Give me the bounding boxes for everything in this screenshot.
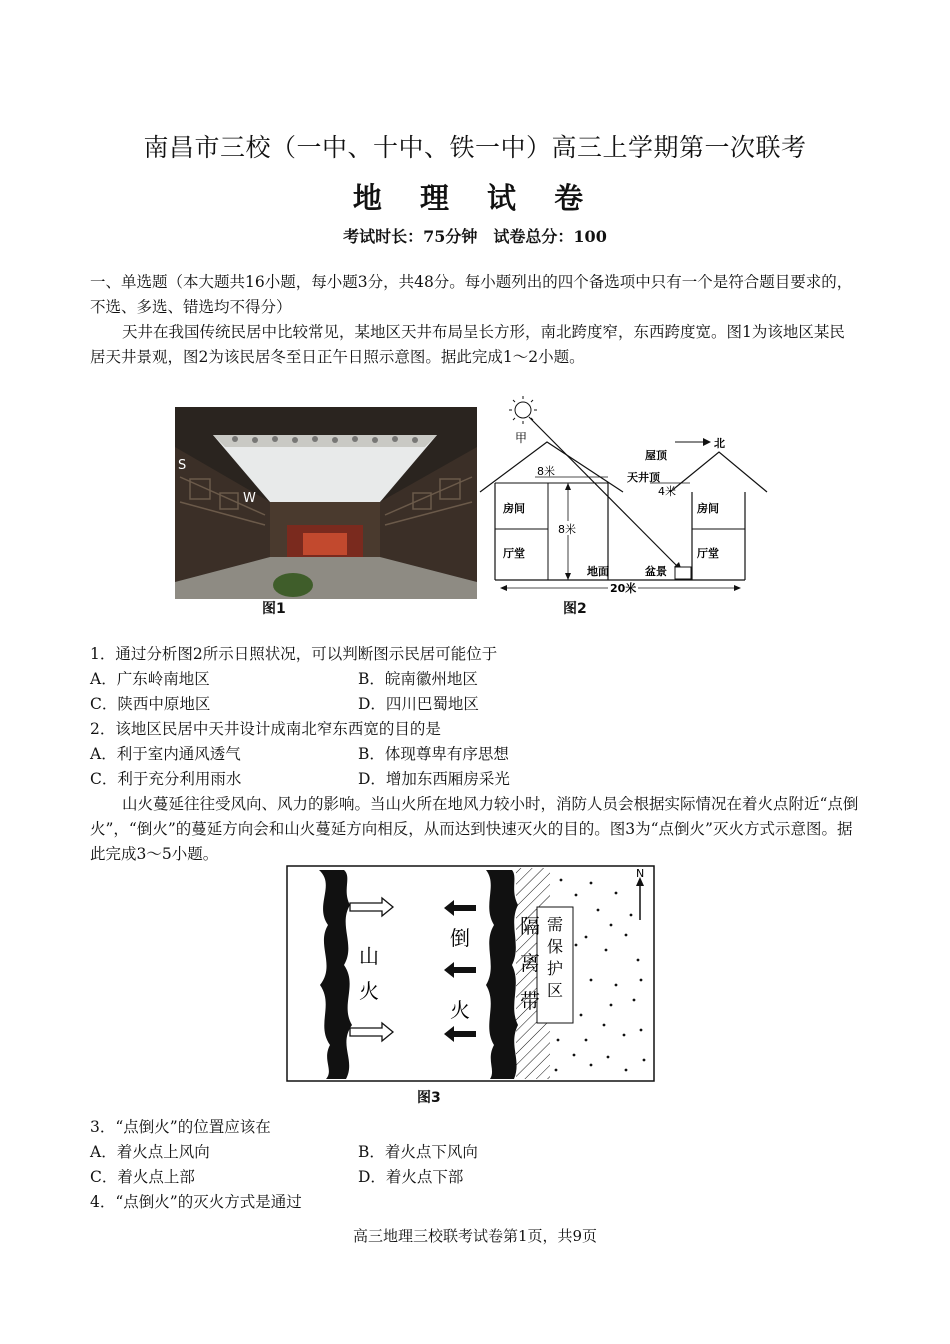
dim-8m-height: 8米 <box>558 523 576 536</box>
label-wildfire-2: 火 <box>359 979 379 1003</box>
figure-3-caption: 图3 <box>417 1090 441 1106</box>
dim-4m: 4米 <box>658 485 676 498</box>
label-north: 北 <box>714 437 725 450</box>
question-2-stem: 2．该地区民居中天井设计成南北窄东西宽的目的是 <box>90 720 441 738</box>
intro-paragraph-2: 山火蔓延往往受风向、风力的影响。当山火所在地风力较小时，消防人员会根据实际情况在着火点附近“点倒火”，“倒火”的蔓延方向会和山火蔓延方向相反，从而达到快速灭火的目的。图3为“点倒火”灭火方式示意图。据此完成3～5小题。 <box>90 795 859 863</box>
label-protect-3: 护 <box>547 959 564 978</box>
label-backfire-2: 火 <box>450 998 470 1022</box>
label-protect-4: 区 <box>547 981 564 1000</box>
q1-option-b: B．皖南徽州地区 <box>358 670 478 688</box>
label-protect-2: 保 <box>547 937 564 956</box>
label-skylight: 天井顶 <box>627 471 660 484</box>
q3-option-a: A．着火点上风向 <box>90 1143 210 1161</box>
question-1-stem: 1．通过分析图2所示日照状况，可以判断图示民居可能位于 <box>90 645 498 663</box>
q1-option-d: D．四川巴蜀地区 <box>358 695 479 713</box>
question-3-stem: 3．“点倒火”的位置应该在 <box>90 1118 271 1136</box>
figure-1-caption: 图1 <box>262 601 286 617</box>
q2-option-d: D．增加东西厢房采光 <box>358 770 510 788</box>
label-wildfire-1: 山 <box>359 944 379 968</box>
q3-option-d: D．着火点下部 <box>358 1168 464 1186</box>
label-s: S <box>178 458 187 473</box>
label-hall-right: 厅堂 <box>697 547 719 560</box>
dim-20m: 20米 <box>610 582 637 595</box>
q2-option-c: C．利于充分利用雨水 <box>90 770 242 788</box>
intro-paragraph-1: 天井在我国传统民居中比较常见，某地区天井布局呈长方形，南北跨度窄，东西跨度宽。图1为该地区某民居天井景观，图2为该民居冬至日正午日照示意图。据此完成1～2小题。 <box>90 323 845 366</box>
figure-2-diagram <box>475 395 775 605</box>
label-roof: 屋顶 <box>645 449 667 462</box>
question-4-stem: 4．“点倒火”的灭火方式是通过 <box>90 1193 302 1211</box>
bonsai-icon <box>675 567 691 579</box>
page-footer: 高三地理三校联考试卷第1页，共9页 <box>352 1227 598 1245</box>
q2-option-b: B．体现尊卑有序思想 <box>358 745 509 763</box>
exam-title: 南昌市三校（一中、十中、铁一中）高三上学期第一次联考 <box>143 133 807 162</box>
q3-option-b: B．着火点下风向 <box>358 1143 478 1161</box>
label-protect-1: 需 <box>547 915 564 934</box>
label-ground: 地面 <box>587 565 609 578</box>
label-w: W <box>243 491 256 506</box>
label-jia: 甲 <box>515 431 528 445</box>
label-bonsai: 盆景 <box>645 565 667 578</box>
figure-2-caption: 图2 <box>563 601 587 617</box>
subject-title: 地 理 试 卷 <box>352 181 598 215</box>
sun-icon <box>509 396 537 424</box>
label-isolation-1: 隔 <box>520 914 540 938</box>
label-isolation-3: 带 <box>520 989 540 1013</box>
dim-8m-top: 8米 <box>537 465 555 478</box>
q3-option-c: C．着火点上部 <box>90 1168 195 1186</box>
label-room-right: 房间 <box>697 502 719 515</box>
label-north-n: N <box>636 867 645 880</box>
figure-1-photo <box>175 407 477 599</box>
exam-meta: 考试时长：75分钟 试卷总分：100 <box>343 227 607 246</box>
figure-3-diagram <box>286 865 656 1082</box>
section-heading: 一、单选题（本大题共16小题，每小题3分，共48分。每小题列出的四个备选项中只有一个是符合题目要求的，不选、多选、错选均不得分） <box>90 273 853 316</box>
label-room-left: 房间 <box>503 502 525 515</box>
label-backfire-1: 倒 <box>450 926 470 950</box>
label-hall-left: 厅堂 <box>503 547 525 560</box>
q2-option-a: A．利于室内通风透气 <box>90 745 241 763</box>
q1-option-c: C．陕西中原地区 <box>90 695 211 713</box>
q1-option-a: A．广东岭南地区 <box>90 670 210 688</box>
label-isolation-2: 离 <box>520 951 540 975</box>
